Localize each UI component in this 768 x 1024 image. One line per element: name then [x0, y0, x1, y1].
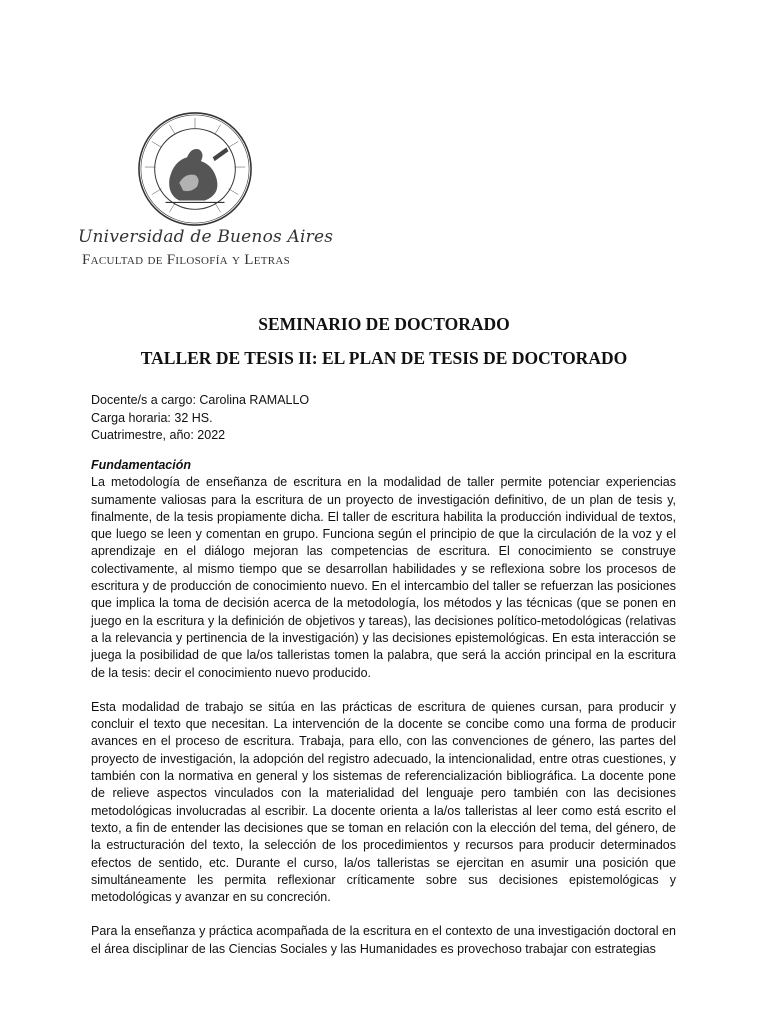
- docente-line: Docente/s a cargo: Carolina RAMALLO: [91, 393, 310, 407]
- paragraph: Esta modalidad de trabajo se sitúa en las prácticas de escritura de quienes cursan, para producir y concluir el texto que necesitan. La intervención de la docente se concibe como una forma de producir avances en el proceso de escritura. Trabaja, para ello, con las convenciones de género, las partes del proyecto de investigación, la adopción del registro adecuado, la intencionalidad, entre otras cuestiones, y también con la normativa en general y los sistemas de referencialización bibliográfica. La docente pone de relieve aspectos vinculados con la materialidad del lenguaje pero también con las decisiones metodológicas involucradas al escribir. La docente orienta a la/os talleristas al leer como está escrito el texto, a fin de entender las decisiones que se toman en relación con la elección del tema, del género, de la estructuración del texto, la selección de los procedimientos y recursos para producir determinados efectos de sentido, etc. Durante el curso, la/os talleristas se ejercitan en asumir una posición que simultáneamente les permita reflexionar críticamente sobre sus decisiones epistemológicas y metodológicas y avanzar en su concreción.: [91, 699, 676, 905]
- paragraph: Para la enseñanza y práctica acompañada de la escritura en el contexto de una investigación doctoral en el área disciplinar de las Ciencias Sociales y las Humanidades es provechoso trabajar con estrategias: [91, 924, 676, 956]
- faculty-name: Facultad de Filosofía y Letras: [82, 252, 291, 268]
- document-body: [91, 457, 676, 975]
- seminar-title: SEMINARIO DE DOCTORADO: [258, 314, 510, 334]
- course-title: TALLER DE TESIS II: EL PLAN DE TESIS DE DOCTORADO: [140, 348, 628, 368]
- university-logo: [78, 110, 334, 275]
- university-name: Universidad de Buenos Aires: [78, 227, 334, 247]
- section-heading: Fundamentación: [91, 458, 192, 472]
- cuatrimestre-line: Cuatrimestre, año: 2022: [91, 428, 226, 442]
- carga-horaria-line: Carga horaria: 32 HS.: [91, 410, 213, 425]
- course-metadata: [91, 392, 309, 445]
- paragraph: La metodología de enseñanza de escritura en la modalidad de taller permite potenciar experiencias sumamente valiosas para la escritura de un proyecto de investigación definitivo, de un plan de tesis y, finalmente, de la tesis propiamente dicha. El taller de escritura habilita la producción individual de textos, que luego se leen y comentan en grupo. Funciona según el principio de que la circulación de la voz y el aprendizaje en el diálogo mejoran las competencias de escritura. El conocimiento se construye colectivamente, al mismo tiempo que se desarrollan habilidades y se reflexiona sobre los procesos de escritura y de producción de conocimiento nuevo. En el intercambio del taller se refuerzan las posiciones que implica la toma de decisión acerca de la metodología, los métodos y las técnicas (que se ponen en juego en la escritura y la definición de objetivos y tareas), las decisiones político-metodológicas (relativas a la relevancia y pertinencia de la investigación) y las decisiones epistemológicas. En esta interacción se juega la posibilidad de que la/os talleristas tomen la palabra, que será la acción principal en la escritura de la tesis: decir el conocimiento nuevo producido.: [91, 475, 676, 680]
- uba-seal-icon: [136, 110, 254, 228]
